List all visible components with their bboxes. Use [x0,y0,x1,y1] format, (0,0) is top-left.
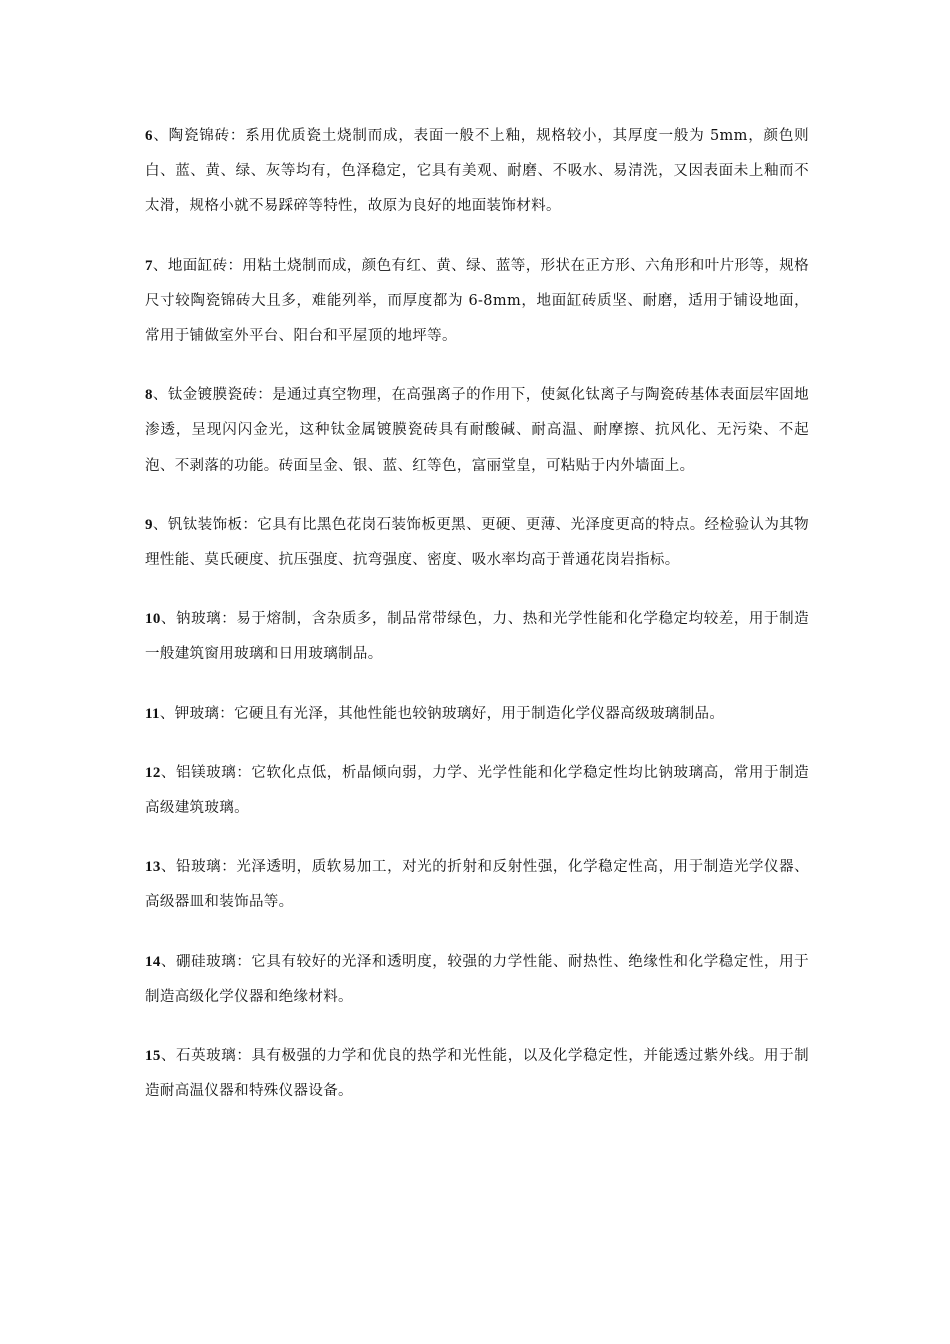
paragraph-text: 、地面缸砖：用粘土烧制而成，颜色有红、黄、绿、蓝等，形状在正方形、六角形和叶片形等，规格尺寸较陶瓷锦砖大且多，难能列举，而厚度都为 6-8mm，地面缸砖质坚、耐磨，适用于铺设地面，常用于铺做室外平台、阳台和平屋顶的地坪等。 [145,257,809,345]
paragraph-text: 、钛金镀膜瓷砖：是通过真空物理，在高强离子的作用下，使氮化钛离子与陶瓷砖基体表面层牢固地渗透，呈现闪闪金光，这种钛金属镀膜瓷砖具有耐酸碱、耐高温、耐摩擦、抗风化、无污染、不起泡、不剥落的功能。砖面呈金、银、蓝、红等色，富丽堂皇，可粘贴于内外墙面上。 [145,387,809,474]
item-number: 15 [145,1048,161,1065]
paragraph-text: 、钾玻璃：它硬且有光泽，其他性能也较钠玻璃好，用于制造化学仪器高级玻璃制品。 [159,705,725,722]
paragraph-text: 、石英玻璃：具有极强的力学和优良的热学和光性能，以及化学稳定性，并能透过紫外线。用于制造耐高温仪器和特殊仪器设备。 [145,1048,809,1100]
item-number: 11 [145,705,160,722]
item-number: 13 [145,859,161,876]
paragraph-item-7 [145,249,809,355]
paragraph-item-9 [145,508,809,578]
paragraph-text: 、铝镁玻璃：它软化点低，析晶倾向弱，力学、光学性能和化学稳定性均比钠玻璃高，常用于制造高级建筑玻璃。 [145,764,809,817]
paragraph-item-13 [145,850,809,920]
paragraph-text: 、钒钛装饰板：它具有比黑色花岗石装饰板更黑、更硬、更薄、光泽度更高的特点。经检验认为其物理性能、莫氏硬度、抗压强度、抗弯强度、密度、吸水率均高于普通花岗岩指标。 [145,516,809,569]
paragraph-text: 、钠玻璃：易于熔制，含杂质多，制品常带绿色，力、热和光学性能和化学稳定均较差，用于制造一般建筑窗用玻璃和日用玻璃制品。 [145,611,809,663]
paragraph-item-8 [145,378,809,484]
paragraph-item-15 [145,1039,809,1109]
paragraph-item-10 [145,602,809,672]
item-number: 6 [145,128,153,144]
item-number: 8 [145,387,153,404]
item-number: 10 [145,611,161,628]
paragraph-text: 、硼硅玻璃：它具有较好的光泽和透明度，较强的力学性能、耐热性、绝缘性和化学稳定性，用于制造高级化学仪器和绝缘材料。 [145,953,809,1005]
document-body [145,119,809,1133]
item-number: 14 [145,953,161,970]
paragraph-text: 、陶瓷锦砖：系用优质瓷土烧制而成，表面一般不上釉，规格较小，其厚度一般为 5mm，颜色则白、蓝、黄、绿、灰等均有，色泽稳定，它具有美观、耐磨、不吸水、易清洗，又因表面未上釉而不太滑，规格小就不易踩碎等特性，故原为良好的地面装饰材料。 [145,128,809,215]
paragraph-item-12 [145,756,809,826]
paragraph-item-11 [145,697,809,732]
item-number: 9 [145,516,153,533]
paragraph-item-6 [145,119,809,225]
paragraph-item-14 [145,945,809,1015]
item-number: 12 [145,764,161,781]
paragraph-text: 、铅玻璃：光泽透明，质软易加工，对光的折射和反射性强，化学稳定性高，用于制造光学仪器、高级器皿和装饰品等。 [145,859,809,911]
item-number: 7 [145,257,153,274]
